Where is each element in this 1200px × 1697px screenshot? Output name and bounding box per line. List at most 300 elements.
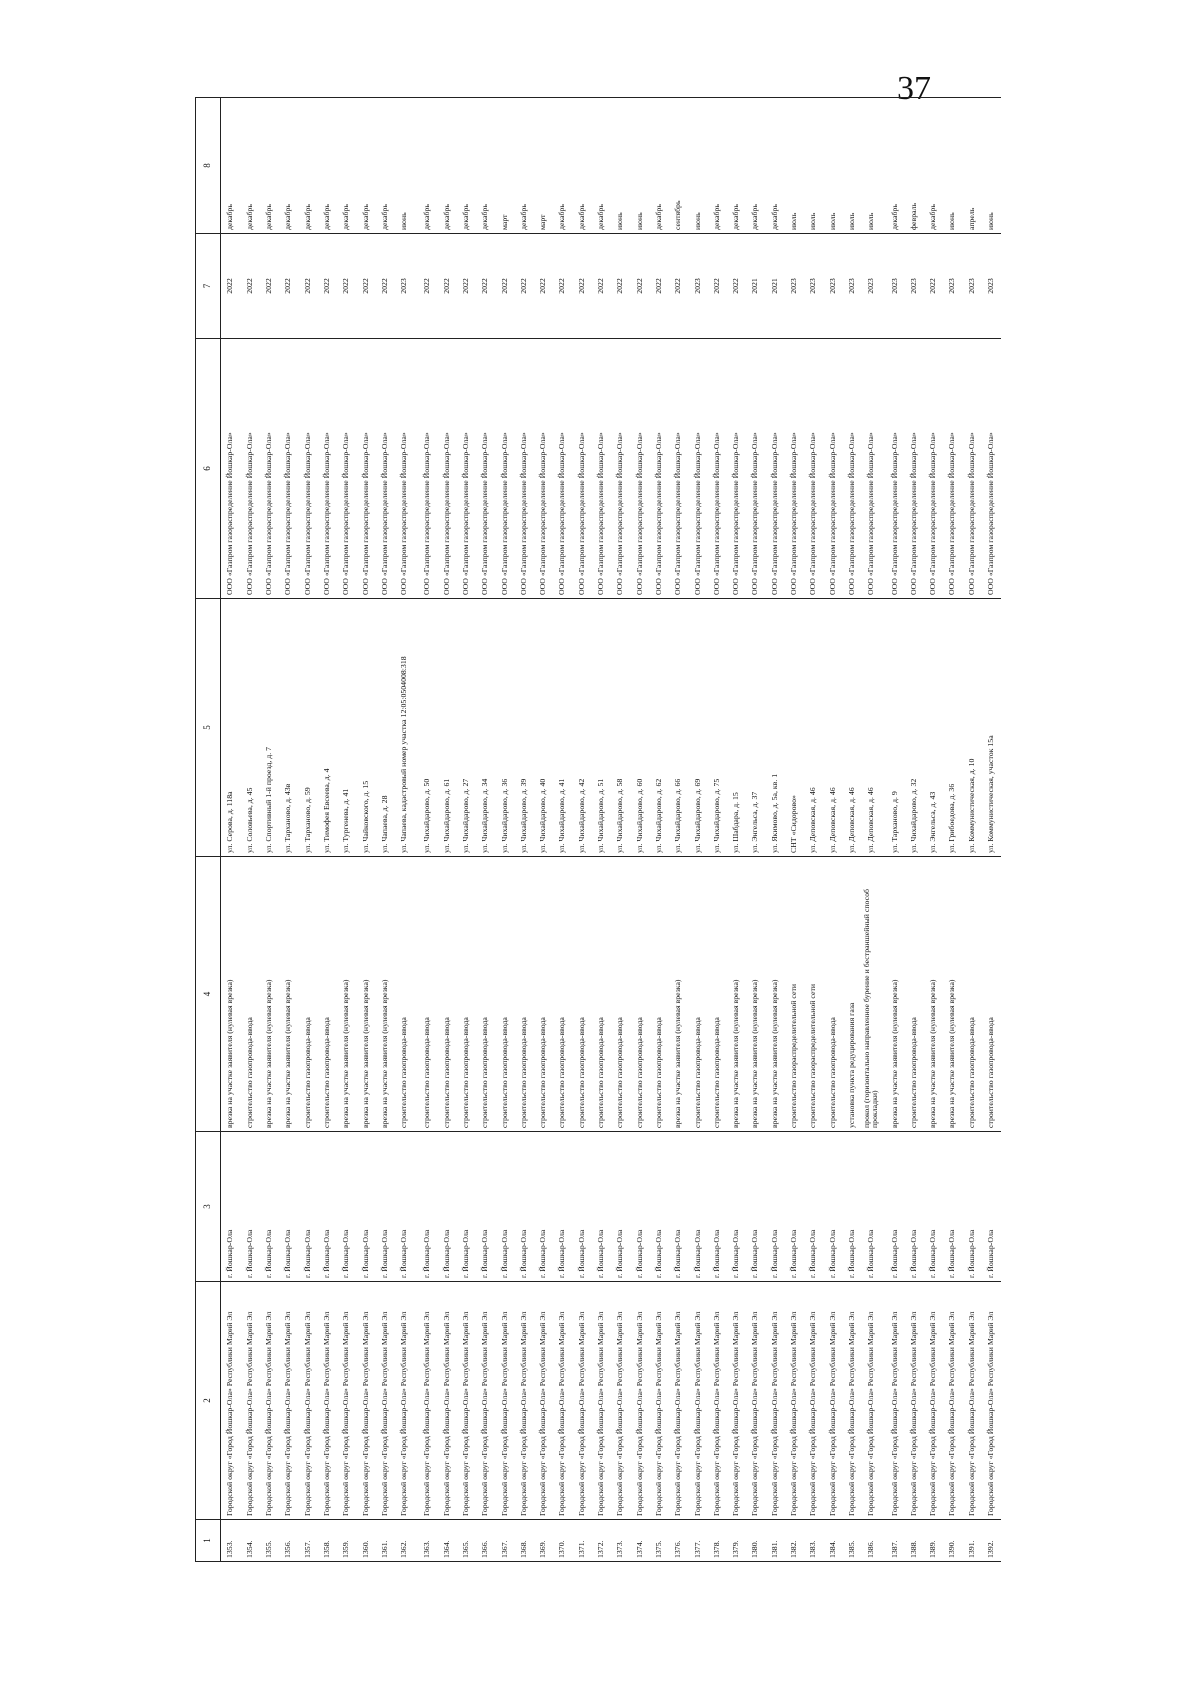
address-cell: СНТ «Сидорово» — [785, 599, 804, 857]
address-cell: ул. Энгельса, д. 37 — [746, 599, 765, 857]
month-cell: июль — [843, 98, 862, 234]
table-row — [572, 98, 591, 1562]
address-cell: ул. Якимово, д. 5а, кв. 1 — [765, 599, 784, 857]
address-cell: ул. Деповская, д. 46 — [843, 599, 862, 857]
table-row — [337, 98, 356, 1562]
address-cell: ул. Чихайдарово, д. 75 — [707, 599, 726, 857]
work-type-cell: строительство газопровода-ввода — [495, 857, 514, 1132]
work-type-cell: прокол (горизонтально направленное бурение и бестраншейный способ прокладки) — [862, 857, 881, 1132]
address-cell: ул. Серова, д. 118а — [221, 599, 241, 857]
year-cell: 2022 — [298, 234, 317, 339]
address-cell: ул. Чихайдарово, д. 34 — [476, 599, 495, 857]
organization-cell: ООО «Газпром газораспределение Йошкар-Ола» — [982, 339, 1001, 599]
address-cell: ул. Чихайдарово, д. 39 — [514, 599, 533, 857]
organization-cell: ООО «Газпром газораспределение Йошкар-Ола» — [337, 339, 356, 599]
year-cell: 2023 — [395, 234, 414, 339]
work-type-cell: строительство газопровода-ввода — [982, 857, 1001, 1132]
year-cell: 2023 — [943, 234, 962, 339]
organization-cell: ООО «Газпром газораспределение Йошкар-Ола» — [904, 339, 923, 599]
municipality-cell: Городской округ «Город Йошкар-Ола» Республики Марий Эл — [727, 1282, 746, 1520]
month-cell: декабрь — [437, 98, 456, 234]
municipality-cell: Городской округ «Город Йошкар-Ола» Республики Марий Эл — [669, 1282, 688, 1520]
organization-cell: ООО «Газпром газораспределение Йошкар-Ола» — [534, 339, 553, 599]
table-row — [650, 98, 669, 1562]
municipality-cell: Городской округ «Город Йошкар-Ола» Республики Марий Эл — [221, 1282, 241, 1520]
municipality-cell: Городской округ «Город Йошкар-Ола» Республики Марий Эл — [924, 1282, 943, 1520]
year-cell: 2022 — [534, 234, 553, 339]
table-row — [630, 98, 649, 1562]
table-row — [982, 98, 1001, 1562]
address-cell: ул. Тимофея Евсеева, д. 4 — [317, 599, 336, 857]
column-header: 2 — [196, 1282, 221, 1520]
table-row — [611, 98, 630, 1562]
municipality-cell: Городской округ «Город Йошкар-Ола» Республики Марий Эл — [611, 1282, 630, 1520]
year-cell: 2022 — [476, 234, 495, 339]
year-cell: 2023 — [881, 234, 904, 339]
month-cell: апрель — [962, 98, 981, 234]
work-type-cell: строительство газопровода-ввода — [707, 857, 726, 1132]
organization-cell: ООО «Газпром газораспределение Йошкар-Ола» — [395, 339, 414, 599]
settlement-cell: г. Йошкар-Ола — [746, 1132, 765, 1282]
page-number: 37 — [897, 70, 931, 107]
address-cell: ул. Чихайдарово, д. 61 — [437, 599, 456, 857]
row-number: 1390. — [943, 1520, 962, 1562]
month-cell: декабрь — [881, 98, 904, 234]
row-number: 1367. — [495, 1520, 514, 1562]
municipality-cell: Городской округ «Город Йошкар-Ола» Республики Марий Эл — [630, 1282, 649, 1520]
gas-works-table — [195, 97, 1001, 1562]
municipality-cell: Городской округ «Город Йошкар-Ола» Республики Марий Эл — [804, 1282, 823, 1520]
settlement-cell: г. Йошкар-Ола — [414, 1132, 437, 1282]
work-type-cell: строительство газопровода-ввода — [962, 857, 981, 1132]
row-number: 1383. — [804, 1520, 823, 1562]
month-cell: июнь — [611, 98, 630, 234]
municipality-cell: Городской округ «Город Йошкар-Ола» Республики Марий Эл — [592, 1282, 611, 1520]
work-type-cell: строительство газопровода-ввода — [688, 857, 707, 1132]
row-number: 1380. — [746, 1520, 765, 1562]
table-row — [221, 98, 241, 1562]
month-cell: декабрь — [375, 98, 394, 234]
work-type-cell: строительство газораспределительной сети — [785, 857, 804, 1132]
municipality-cell: Городской округ «Город Йошкар-Ола» Республики Марий Эл — [437, 1282, 456, 1520]
organization-cell: ООО «Газпром газораспределение Йошкар-Ола» — [765, 339, 784, 599]
year-cell: 2022 — [437, 234, 456, 339]
table-row — [514, 98, 533, 1562]
month-cell: февраль — [904, 98, 923, 234]
work-type-cell: врезка на участке заявителя (нулевая врезка) — [746, 857, 765, 1132]
organization-cell: ООО «Газпром газораспределение Йошкар-Ола» — [924, 339, 943, 599]
organization-cell: ООО «Газпром газораспределение Йошкар-Ола» — [298, 339, 317, 599]
month-cell: июль — [862, 98, 881, 234]
month-cell: декабрь — [337, 98, 356, 234]
settlement-cell: г. Йошкар-Ола — [611, 1132, 630, 1282]
month-cell: декабрь — [924, 98, 943, 234]
organization-cell: ООО «Газпром газораспределение Йошкар-Ола» — [943, 339, 962, 599]
row-number: 1384. — [823, 1520, 842, 1562]
row-number: 1354. — [240, 1520, 259, 1562]
row-number: 1357. — [298, 1520, 317, 1562]
organization-cell: ООО «Газпром газораспределение Йошкар-Ола» — [240, 339, 259, 599]
organization-cell: ООО «Газпром газораспределение Йошкар-Ола» — [862, 339, 881, 599]
municipality-cell: Городской округ «Город Йошкар-Ола» Республики Марий Эл — [765, 1282, 784, 1520]
address-cell: ул. Тарханово, д. 59 — [298, 599, 317, 857]
settlement-cell: г. Йошкар-Ола — [804, 1132, 823, 1282]
column-header: 1 — [196, 1520, 221, 1562]
address-cell: ул. Чихайдарово, д. 51 — [592, 599, 611, 857]
year-cell: 2022 — [260, 234, 279, 339]
address-cell: ул. Чихайдарово, д. 50 — [414, 599, 437, 857]
address-cell: ул. Энгельса, д. 43 — [924, 599, 943, 857]
municipality-cell: Городской округ «Город Йошкар-Ола» Республики Марий Эл — [904, 1282, 923, 1520]
work-type-cell: строительство газопровода-ввода — [317, 857, 336, 1132]
row-number: 1371. — [572, 1520, 591, 1562]
work-type-cell: врезка на участке заявителя (нулевая врезка) — [924, 857, 943, 1132]
municipality-cell: Городской округ «Город Йошкар-Ола» Республики Марий Эл — [962, 1282, 981, 1520]
organization-cell: ООО «Газпром газораспределение Йошкар-Ола» — [553, 339, 572, 599]
organization-cell: ООО «Газпром газораспределение Йошкар-Ола» — [746, 339, 765, 599]
table-row — [727, 98, 746, 1562]
settlement-cell: г. Йошкар-Ола — [298, 1132, 317, 1282]
settlement-cell: г. Йошкар-Ола — [337, 1132, 356, 1282]
municipality-cell: Городской округ «Город Йошкар-Ола» Республики Марий Эл — [823, 1282, 842, 1520]
address-cell: ул. Деповская, д. 46 — [804, 599, 823, 857]
municipality-cell: Городской округ «Город Йошкар-Ола» Республики Марий Эл — [707, 1282, 726, 1520]
work-type-cell: строительство газопровода-ввода — [476, 857, 495, 1132]
table-row — [375, 98, 394, 1562]
work-type-cell: строительство газопровода-ввода — [592, 857, 611, 1132]
work-type-cell: строительство газопровода-ввода — [904, 857, 923, 1132]
table-row — [765, 98, 784, 1562]
row-number: 1353. — [221, 1520, 241, 1562]
month-cell: декабрь — [298, 98, 317, 234]
address-cell: ул. Чихайдарово, д. 27 — [457, 599, 476, 857]
row-number: 1370. — [553, 1520, 572, 1562]
row-number: 1386. — [862, 1520, 881, 1562]
work-type-cell: строительство газораспределительной сети — [804, 857, 823, 1132]
work-type-cell: врезка на участке заявителя (нулевая врезка) — [669, 857, 688, 1132]
month-cell: июнь — [982, 98, 1001, 234]
municipality-cell: Городской округ «Город Йошкар-Ола» Республики Марий Эл — [414, 1282, 437, 1520]
month-cell: декабрь — [221, 98, 241, 234]
month-cell: декабрь — [650, 98, 669, 234]
organization-cell: ООО «Газпром газораспределение Йошкар-Ола» — [785, 339, 804, 599]
municipality-cell: Городской округ «Город Йошкар-Ола» Республики Марий Эл — [943, 1282, 962, 1520]
address-cell: ул. Деповская, д. 46 — [862, 599, 881, 857]
organization-cell: ООО «Газпром газораспределение Йошкар-Ола» — [279, 339, 298, 599]
municipality-cell: Городской округ «Город Йошкар-Ола» Республики Марий Эл — [650, 1282, 669, 1520]
table-row — [437, 98, 456, 1562]
year-cell: 2023 — [785, 234, 804, 339]
month-cell: декабрь — [356, 98, 375, 234]
organization-cell: ООО «Газпром газораспределение Йошкар-Ола» — [457, 339, 476, 599]
work-type-cell: врезка на участке заявителя (нулевая врезка) — [765, 857, 784, 1132]
settlement-cell: г. Йошкар-Ола — [395, 1132, 414, 1282]
year-cell: 2022 — [457, 234, 476, 339]
municipality-cell: Городской округ «Город Йошкар-Ола» Республики Марий Эл — [881, 1282, 904, 1520]
table-row — [260, 98, 279, 1562]
organization-cell: ООО «Газпром газораспределение Йошкар-Ола» — [707, 339, 726, 599]
work-type-cell: строительство газопровода-ввода — [650, 857, 669, 1132]
settlement-cell: г. Йошкар-Ола — [650, 1132, 669, 1282]
settlement-cell: г. Йошкар-Ола — [962, 1132, 981, 1282]
row-number: 1372. — [592, 1520, 611, 1562]
address-cell: ул. Чихайдарово, д. 69 — [688, 599, 707, 857]
row-number: 1364. — [437, 1520, 456, 1562]
municipality-cell: Городской округ «Город Йошкар-Ола» Республики Марий Эл — [514, 1282, 533, 1520]
row-number: 1388. — [904, 1520, 923, 1562]
settlement-cell: г. Йошкар-Ола — [240, 1132, 259, 1282]
address-cell: ул. Чайковского, д. 15 — [356, 599, 375, 857]
year-cell: 2023 — [862, 234, 881, 339]
organization-cell: ООО «Газпром газораспределение Йошкар-Ола» — [260, 339, 279, 599]
row-number: 1373. — [611, 1520, 630, 1562]
settlement-cell: г. Йошкар-Ола — [862, 1132, 881, 1282]
year-cell: 2022 — [611, 234, 630, 339]
address-cell: ул. Деповская, д. 46 — [823, 599, 842, 857]
table-body — [221, 98, 1001, 1562]
row-number: 1358. — [317, 1520, 336, 1562]
address-cell: ул. Чихайдарово, д. 42 — [572, 599, 591, 857]
month-cell: июль — [823, 98, 842, 234]
year-cell: 2022 — [495, 234, 514, 339]
work-type-cell: строительство газопровода-ввода — [240, 857, 259, 1132]
settlement-cell: г. Йошкар-Ола — [476, 1132, 495, 1282]
table-row — [688, 98, 707, 1562]
year-cell: 2023 — [688, 234, 707, 339]
table-row — [746, 98, 765, 1562]
organization-cell: ООО «Газпром газораспределение Йошкар-Ола» — [630, 339, 649, 599]
year-cell: 2022 — [514, 234, 533, 339]
row-number: 1356. — [279, 1520, 298, 1562]
work-type-cell: врезка на участке заявителя (нулевая врезка) — [221, 857, 241, 1132]
row-number: 1361. — [375, 1520, 394, 1562]
work-type-cell: врезка на участке заявителя (нулевая врезка) — [375, 857, 394, 1132]
organization-cell: ООО «Газпром газораспределение Йошкар-Ола» — [611, 339, 630, 599]
work-type-cell: строительство газопровода-ввода — [395, 857, 414, 1132]
month-cell: декабрь — [476, 98, 495, 234]
row-number: 1391. — [962, 1520, 981, 1562]
address-cell: ул. Чихайдарово, д. 41 — [553, 599, 572, 857]
month-cell: декабрь — [553, 98, 572, 234]
address-cell: ул. Чихайдарово, д. 58 — [611, 599, 630, 857]
work-type-cell: строительство газопровода-ввода — [534, 857, 553, 1132]
row-number: 1366. — [476, 1520, 495, 1562]
organization-cell: ООО «Газпром газораспределение Йошкар-Ола» — [437, 339, 456, 599]
month-cell: декабрь — [572, 98, 591, 234]
year-cell: 2022 — [592, 234, 611, 339]
address-cell: ул. Коммунистическая, д. 10 — [962, 599, 981, 857]
table-row — [534, 98, 553, 1562]
month-cell: июнь — [630, 98, 649, 234]
organization-cell: ООО «Газпром газораспределение Йошкар-Ола» — [962, 339, 981, 599]
settlement-cell: г. Йошкар-Ола — [630, 1132, 649, 1282]
table-row — [298, 98, 317, 1562]
municipality-cell: Городской округ «Город Йошкар-Ола» Республики Марий Эл — [457, 1282, 476, 1520]
row-number: 1362. — [395, 1520, 414, 1562]
column-header: 6 — [196, 339, 221, 599]
year-cell: 2022 — [221, 234, 241, 339]
organization-cell: ООО «Газпром газораспределение Йошкар-Ола» — [572, 339, 591, 599]
month-cell: июнь — [688, 98, 707, 234]
month-cell: июль — [785, 98, 804, 234]
address-cell: ул. Чихайдарово, д. 32 — [904, 599, 923, 857]
month-cell: декабрь — [746, 98, 765, 234]
municipality-cell: Городской округ «Город Йошкар-Ола» Республики Марий Эл — [982, 1282, 1001, 1520]
work-type-cell: установка пункта редуцирования газа — [843, 857, 862, 1132]
month-cell: июнь — [395, 98, 414, 234]
municipality-cell: Городской округ «Город Йошкар-Ола» Республики Марий Эл — [337, 1282, 356, 1520]
municipality-cell: Городской округ «Город Йошкар-Ола» Республики Марий Эл — [476, 1282, 495, 1520]
municipality-cell: Городской округ «Город Йошкар-Ола» Республики Марий Эл — [553, 1282, 572, 1520]
month-cell: декабрь — [457, 98, 476, 234]
column-header: 8 — [196, 98, 221, 234]
municipality-cell: Городской округ «Город Йошкар-Ола» Республики Марий Эл — [534, 1282, 553, 1520]
month-cell: март — [534, 98, 553, 234]
month-cell: март — [495, 98, 514, 234]
row-number: 1355. — [260, 1520, 279, 1562]
address-cell: ул. Чапаева, д. 28 — [375, 599, 394, 857]
table-row — [592, 98, 611, 1562]
table-row — [553, 98, 572, 1562]
settlement-cell: г. Йошкар-Ола — [765, 1132, 784, 1282]
work-type-cell: врезка на участке заявителя (нулевая врезка) — [279, 857, 298, 1132]
settlement-cell: г. Йошкар-Ола — [924, 1132, 943, 1282]
row-number: 1392. — [982, 1520, 1001, 1562]
table-row — [843, 98, 862, 1562]
work-type-cell: строительство газопровода-ввода — [457, 857, 476, 1132]
settlement-cell: г. Йошкар-Ола — [843, 1132, 862, 1282]
municipality-cell: Городской округ «Город Йошкар-Ола» Республики Марий Эл — [356, 1282, 375, 1520]
address-cell: ул. Тарханово, д. 43в — [279, 599, 298, 857]
year-cell: 2023 — [843, 234, 862, 339]
settlement-cell: г. Йошкар-Ола — [982, 1132, 1001, 1282]
municipality-cell: Городской округ «Город Йошкар-Ола» Республики Марий Эл — [785, 1282, 804, 1520]
year-cell: 2022 — [572, 234, 591, 339]
column-header: 7 — [196, 234, 221, 339]
address-cell: ул. Шабдара, д. 15 — [727, 599, 746, 857]
organization-cell: ООО «Газпром газораспределение Йошкар-Ола» — [592, 339, 611, 599]
year-cell: 2023 — [904, 234, 923, 339]
work-type-cell: врезка на участке заявителя (нулевая врезка) — [881, 857, 904, 1132]
table-row — [240, 98, 259, 1562]
month-cell: декабрь — [260, 98, 279, 234]
settlement-cell: г. Йошкар-Ола — [437, 1132, 456, 1282]
address-cell: ул. Тургенева, д. 41 — [337, 599, 356, 857]
month-cell: декабрь — [727, 98, 746, 234]
organization-cell: ООО «Газпром газораспределение Йошкар-Ола» — [317, 339, 336, 599]
table-row — [495, 98, 514, 1562]
work-type-cell: строительство газопровода-ввода — [611, 857, 630, 1132]
year-cell: 2022 — [240, 234, 259, 339]
table-row — [924, 98, 943, 1562]
work-type-cell: строительство газопровода-ввода — [437, 857, 456, 1132]
settlement-cell: г. Йошкар-Ола — [457, 1132, 476, 1282]
year-cell: 2021 — [765, 234, 784, 339]
year-cell: 2022 — [356, 234, 375, 339]
municipality-cell: Городской округ «Город Йошкар-Ола» Республики Марий Эл — [843, 1282, 862, 1520]
row-number: 1379. — [727, 1520, 746, 1562]
settlement-cell: г. Йошкар-Ола — [279, 1132, 298, 1282]
work-type-cell: врезка на участке заявителя (нулевая врезка) — [337, 857, 356, 1132]
table-row — [881, 98, 904, 1562]
work-type-cell: врезка на участке заявителя (нулевая врезка) — [943, 857, 962, 1132]
row-number: 1376. — [669, 1520, 688, 1562]
table-row — [317, 98, 336, 1562]
row-number: 1369. — [534, 1520, 553, 1562]
organization-cell: ООО «Газпром газораспределение Йошкар-Ола» — [669, 339, 688, 599]
year-cell: 2022 — [317, 234, 336, 339]
organization-cell: ООО «Газпром газораспределение Йошкар-Ола» — [727, 339, 746, 599]
settlement-cell: г. Йошкар-Ола — [707, 1132, 726, 1282]
settlement-cell: г. Йошкар-Ола — [514, 1132, 533, 1282]
table-row — [862, 98, 881, 1562]
table-row — [395, 98, 414, 1562]
organization-cell: ООО «Газпром газораспределение Йошкар-Ола» — [221, 339, 241, 599]
address-cell: ул. Чапаева, кадастровый номер участка 12:05:0504008:318 — [395, 599, 414, 857]
settlement-cell: г. Йошкар-Ола — [534, 1132, 553, 1282]
settlement-cell: г. Йошкар-Ола — [943, 1132, 962, 1282]
address-cell: ул. Чихайдарово, д. 36 — [495, 599, 514, 857]
work-type-cell: врезка на участке заявителя (нулевая врезка) — [727, 857, 746, 1132]
table-row — [804, 98, 823, 1562]
year-cell: 2022 — [707, 234, 726, 339]
row-number: 1365. — [457, 1520, 476, 1562]
settlement-cell: г. Йошкар-Ола — [904, 1132, 923, 1282]
year-cell: 2023 — [962, 234, 981, 339]
month-cell: декабрь — [707, 98, 726, 234]
row-number: 1378. — [707, 1520, 726, 1562]
table-row — [457, 98, 476, 1562]
year-cell: 2022 — [414, 234, 437, 339]
address-cell: ул. Чихайдарово, д. 62 — [650, 599, 669, 857]
month-cell: декабрь — [240, 98, 259, 234]
work-type-cell: врезка на участке заявителя (нулевая врезка) — [356, 857, 375, 1132]
month-cell: июнь — [943, 98, 962, 234]
settlement-cell: г. Йошкар-Ола — [881, 1132, 904, 1282]
row-number: 1389. — [924, 1520, 943, 1562]
municipality-cell: Городской округ «Город Йошкар-Ола» Республики Марий Эл — [572, 1282, 591, 1520]
municipality-cell: Городской округ «Город Йошкар-Ола» Республики Марий Эл — [240, 1282, 259, 1520]
settlement-cell: г. Йошкар-Ола — [553, 1132, 572, 1282]
document-page — [195, 98, 996, 1562]
work-type-cell: строительство газопровода-ввода — [414, 857, 437, 1132]
year-cell: 2022 — [650, 234, 669, 339]
year-cell: 2022 — [337, 234, 356, 339]
address-cell: ул. Тарханово, д. 9 — [881, 599, 904, 857]
organization-cell: ООО «Газпром газораспределение Йошкар-Ола» — [476, 339, 495, 599]
year-cell: 2022 — [375, 234, 394, 339]
address-cell: ул. Чихайдарово, д. 66 — [669, 599, 688, 857]
table-row — [279, 98, 298, 1562]
month-cell: декабрь — [279, 98, 298, 234]
row-number: 1387. — [881, 1520, 904, 1562]
municipality-cell: Городской округ «Город Йошкар-Ола» Республики Марий Эл — [746, 1282, 765, 1520]
address-cell: ул. Спортивный 1-й проезд, д. 7 — [260, 599, 279, 857]
row-number: 1385. — [843, 1520, 862, 1562]
settlement-cell: г. Йошкар-Ола — [688, 1132, 707, 1282]
municipality-cell: Городской округ «Город Йошкар-Ола» Республики Марий Эл — [395, 1282, 414, 1520]
month-cell: декабрь — [414, 98, 437, 234]
address-cell: ул. Чихайдарово, д. 40 — [534, 599, 553, 857]
year-cell: 2022 — [727, 234, 746, 339]
settlement-cell: г. Йошкар-Ола — [669, 1132, 688, 1282]
address-cell: ул. Чихайдарово, д. 60 — [630, 599, 649, 857]
settlement-cell: г. Йошкар-Ола — [375, 1132, 394, 1282]
table-row — [669, 98, 688, 1562]
month-cell: декабрь — [592, 98, 611, 234]
organization-cell: ООО «Газпром газораспределение Йошкар-Ола» — [495, 339, 514, 599]
year-cell: 2022 — [669, 234, 688, 339]
